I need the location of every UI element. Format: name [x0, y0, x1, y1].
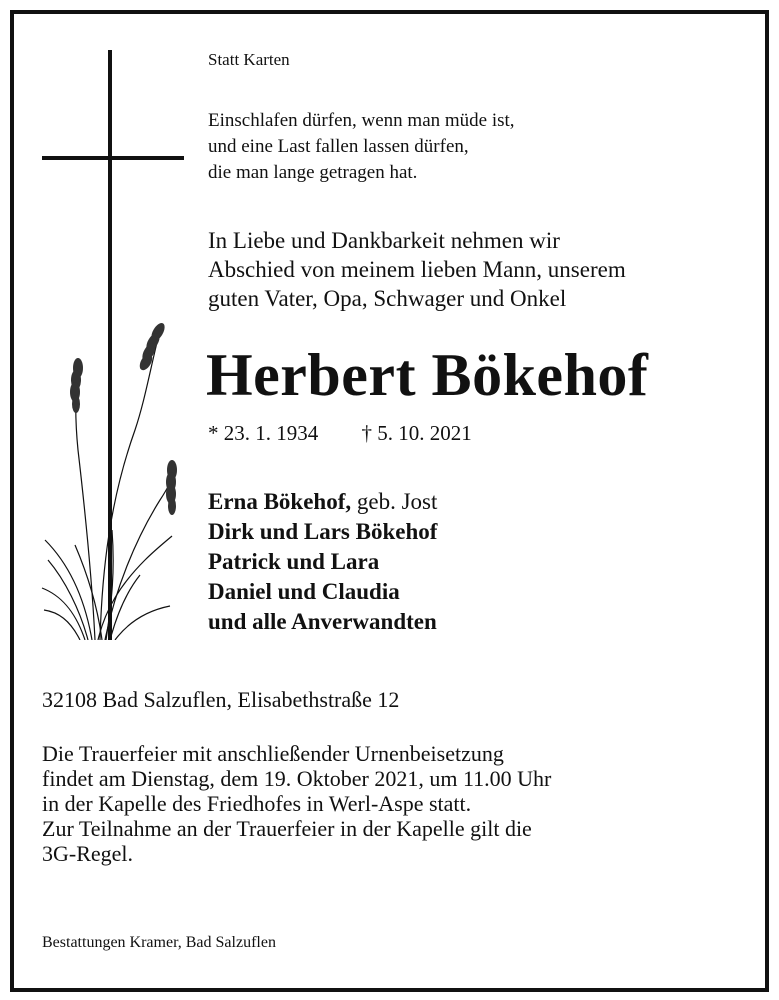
undertaker: Bestattungen Kramer, Bad Salzuflen	[42, 934, 276, 951]
ceremony-line: 3G-Regel.	[42, 841, 134, 866]
spouse-maiden-name: geb. Jost	[351, 489, 438, 514]
family-line: und alle Anverwandten	[208, 609, 437, 634]
life-dates	[208, 420, 472, 446]
intro-line: Abschied von meinem lieben Mann, unserem	[208, 257, 626, 282]
poem-line: Einschlafen dürfen, wenn man müde ist,	[208, 110, 515, 131]
poem	[208, 108, 515, 186]
ceremony-line: Zur Teilnahme an der Trauerfeier in der Kapelle gilt die	[42, 816, 532, 841]
intro-line: guten Vater, Opa, Schwager und Onkel	[208, 286, 567, 311]
family-list	[208, 487, 437, 637]
family-line: Daniel und Claudia	[208, 579, 400, 604]
statt-karten-label: Statt Karten	[208, 50, 290, 69]
wheat-illustration-icon	[40, 310, 190, 640]
intro-line: In Liebe und Dankbarkeit nehmen wir	[208, 228, 560, 253]
deceased-name: Herbert Bökehof	[206, 342, 649, 408]
death-date: † 5. 10. 2021	[361, 421, 472, 445]
family-line: Dirk und Lars Bökehof	[208, 519, 438, 544]
ceremony-line: in der Kapelle des Friedhofes in Werl-Aspe statt.	[42, 791, 472, 816]
intro-text	[208, 226, 626, 313]
ceremony-line: findet am Dienstag, dem 19. Oktober 2021, um 11.00 Uhr	[42, 766, 552, 791]
ceremony-text	[42, 741, 551, 866]
family-line	[208, 487, 437, 517]
spouse-name: Erna Bökehof,	[208, 489, 352, 514]
address: 32108 Bad Salzuflen, Elisabethstraße 12	[42, 687, 400, 712]
poem-line: und eine Last fallen lassen dürfen,	[208, 136, 469, 157]
ceremony-line: Die Trauerfeier mit anschließender Urnenbeisetzung	[42, 741, 504, 766]
family-line: Patrick und Lara	[208, 549, 380, 574]
birth-date: * 23. 1. 1934	[208, 421, 319, 445]
poem-line: die man lange getragen hat.	[208, 162, 418, 183]
